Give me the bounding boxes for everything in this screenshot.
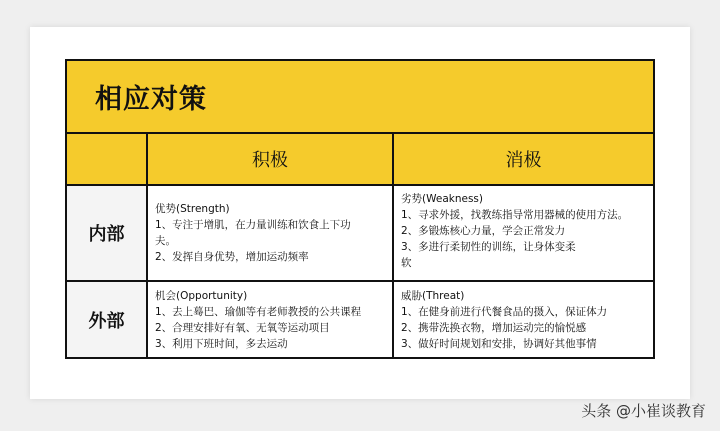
cell-line: 1、去上蓦巴、瑜伽等有老师教授的公共课程 — [155, 306, 362, 318]
title-row — [67, 61, 653, 134]
swot-card — [30, 27, 690, 399]
strategy-table — [65, 59, 655, 359]
header-negative: 消极 — [505, 150, 542, 171]
cell-line: 夫。 — [155, 235, 176, 247]
cell-line: 1、专注于增肌，在力量训练和饮食上下功 — [155, 219, 351, 231]
cell-line: 1、寻求外援，找教练指导常用器械的使用方法。 — [401, 209, 629, 221]
column-divider-right — [392, 134, 394, 357]
column-divider-left — [146, 134, 148, 357]
cell-line: 2、发挥自身优势，增加运动频率 — [155, 251, 309, 263]
cell-heading: 机会(Opportunity) — [155, 290, 248, 302]
cell-line: 3、做好时间规划和安排，协调好其他事情 — [401, 338, 597, 350]
cell-strength — [155, 201, 389, 265]
cell-weakness — [401, 191, 651, 271]
row-divider — [67, 280, 653, 282]
page-title: 相应对策 — [95, 84, 207, 115]
cell-heading: 劣势(Weakness) — [401, 193, 483, 205]
cell-line: 2、携带洗换衣物，增加运动完的愉悦感 — [401, 322, 587, 334]
cell-threat — [401, 288, 651, 352]
cell-heading: 威胁(Threat) — [401, 290, 465, 302]
cell-line: 软 — [401, 257, 412, 269]
cell-line: 2、多锻炼核心力量，学会正常发力 — [401, 225, 566, 237]
cell-line: 2、合理安排好有氧、无氧等运动项目 — [155, 322, 330, 334]
row-label-internal: 内部 — [67, 186, 146, 280]
watermark: 头条 @小崔谈教育 — [581, 402, 706, 420]
header-positive: 积极 — [252, 150, 288, 171]
cell-line: 1、在健身前进行代餐食品的摄入，保证体力 — [401, 306, 608, 318]
cell-line: 3、多进行柔韧性的训练，让身体变柔 — [401, 241, 576, 253]
cell-heading: 优势(Strength) — [155, 203, 230, 215]
cell-opportunity — [155, 288, 389, 352]
row-label-external: 外部 — [67, 282, 146, 357]
header-row — [67, 134, 653, 186]
cell-line: 3、利用下班时间，多去运动 — [155, 338, 288, 350]
